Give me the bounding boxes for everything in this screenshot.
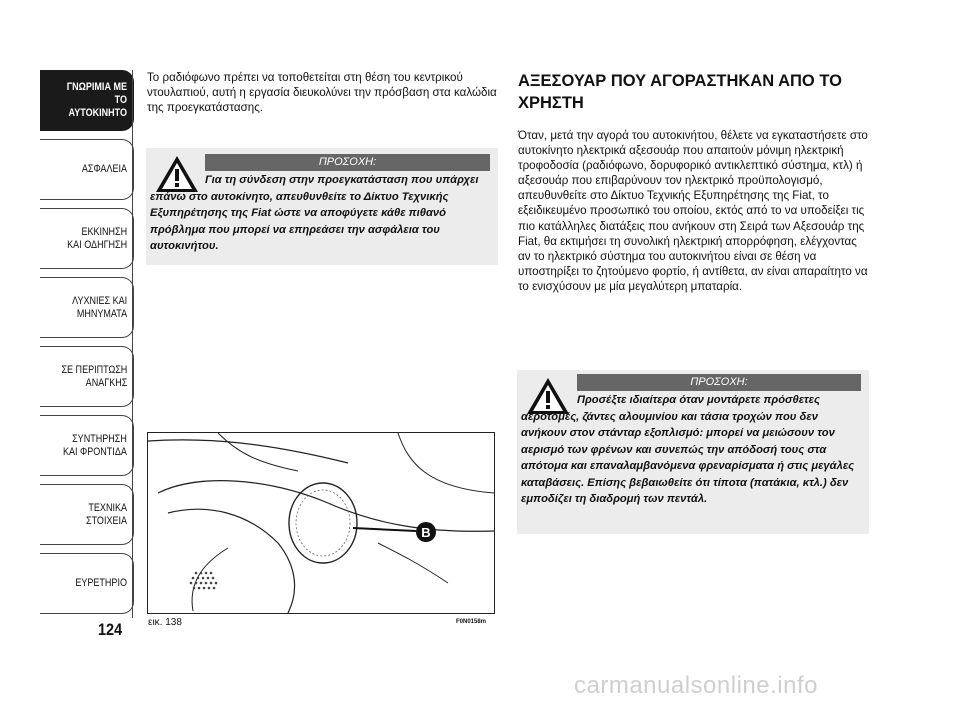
body-paragraph: Όταν, μετά την αγορά του αυτοκινήτου, θέλετε να εγκαταστήσετε στο αυτοκίνητο ηλεκτρικά αξεσουάρ που απαιτούν μόνιμη ηλεκτρική τροφοδοσία (ραδιόφωνο, δορυφορικό αντικλεπτικό σύστημα, κτλ) ή αξεσουάρ που επιβαρύνουν τον ηλεκτρικό προϋπολογισμό, απευθυνθείτε στο Δίκτυο Τεχνικής Εξυπηρέτησης της Fiat, το εξειδικευμένο προσωπικό του οποίου, εκτός από το να υποδείξει τις πιο κατάλληλες διατάξεις που ανήκουν στη Σειρά των Αξεσουάρ της Fiat, θα εκτιμήσει τη συνολική ηλεκτρική απορρόφηση, ελέγχοντας αν το ηλεκτρικό σύστημα του αυτοκινήτου είναι σε θέση να υποστηρίξει το ζητούμενο φορτίο, ή αντίθετα, αν είναι απαραίτητο να το ενισχύσουν με μία μεγαλύτερη μπαταρία. (518, 129, 868, 293)
warning-box (517, 370, 869, 534)
console-drawing (148, 433, 494, 613)
figure-marker-b: B (421, 525, 431, 540)
tab-label: ΤΕΧΝΙΚΑ ΣΤΟΙΧΕΙΑ (86, 501, 127, 527)
tab-warning-lights[interactable] (40, 277, 134, 338)
tab-getting-to-know[interactable] (40, 70, 134, 131)
tab-safety[interactable] (40, 139, 134, 200)
chapter-tabs (40, 70, 134, 622)
tab-label: ΓΝΩΡΙΜΙΑ ΜΕ ΤΟ ΑΥΤΟΚΙΝΗΤΟ (66, 81, 127, 119)
figure-code: F0N0158m (456, 619, 487, 625)
page-number: 124 (98, 620, 123, 639)
warning-text: Για τη σύνδεση στην προεγκατάσταση που υπάρχει επάνω στο αυτοκίνητο, απευθυνθείτε το Δίκτυο Τεχνικής Εξυπηρέτησης της Fiat ώστε να αποφύγετε κάθε πιθανό πρόβλημα που μπορεί να επηρεάσει την ασφάλεια του αυτοκινήτου. (150, 174, 479, 252)
figure-illustration (147, 432, 495, 614)
tab-label: ΛΥΧΝΙΕΣ ΚΑΙ ΜΗΝΥΜΑΤΑ (71, 294, 127, 320)
tab-label: ΑΣΦΑΛΕΙΑ (81, 163, 127, 175)
tab-label: ΕΥΡΕΤΗΡΙΟ (75, 577, 127, 589)
warning-box (146, 148, 498, 265)
warning-title: ΠΡΟΣΟΧΗ: (577, 374, 861, 391)
tab-divider (132, 70, 133, 618)
tab-label: ΕΚΚΙΝΗΣΗ ΚΑΙ ΟΔΗΓΗΣΗ (67, 225, 127, 251)
section-heading: ΑΞΕΣΟΥΑΡ ΠΟΥ ΑΓΟΡΑΣΤΗΚΑΝ ΑΠΟ ΤΟ ΧΡΗΣΤΗ (518, 72, 842, 112)
intro-paragraph: Το ραδιόφωνο πρέπει να τοποθετείται στη θέση του κεντρικού ντουλαπιού, αυτή η εργασία διευκολύνει την πρόσβαση στα καλώδια της προεγκατάστασης. (147, 71, 497, 114)
tab-emergency[interactable] (40, 346, 134, 407)
warning-text: Προσέξτε ιδιαίτερα όταν μοντάρετε πρόσθετες αεροτομές, ζάντες αλουμινίου και τάσια τροχών που δεν ανήκουν στον στάνταρ εξοπλισμό: μπορεί να μειώσουν τον αερισμό των φρένων και συνεπώς την απόδοσή τους στα απότομα και επαναλαμβανόμενα φρεναρίσματα ή στις μεγάλες καταβάσεις. Επίσης βεβαιωθείτε ότι τίποτα (πατάκια, κτλ.) δεν εμποδίζει τη διαδρομή των πεντάλ. (521, 394, 855, 505)
tab-label: ΣΕ ΠΕΡΙΠΤΩΣΗ ΑΝΑΓΚΗΣ (61, 363, 127, 389)
watermark: carmanualsonline.info (574, 672, 818, 699)
tab-technical-data[interactable] (40, 484, 134, 545)
tab-starting-driving[interactable] (40, 208, 134, 269)
warning-title: ΠΡΟΣΟΧΗ: (205, 154, 490, 171)
tab-label: ΣΥΝΤΗΡΗΣΗ ΚΑΙ ΦΡΟΝΤΙΔΑ (63, 432, 127, 458)
figure-caption: εικ. 138 (148, 617, 182, 628)
tab-maintenance[interactable] (40, 415, 134, 476)
tab-index[interactable] (40, 553, 134, 614)
